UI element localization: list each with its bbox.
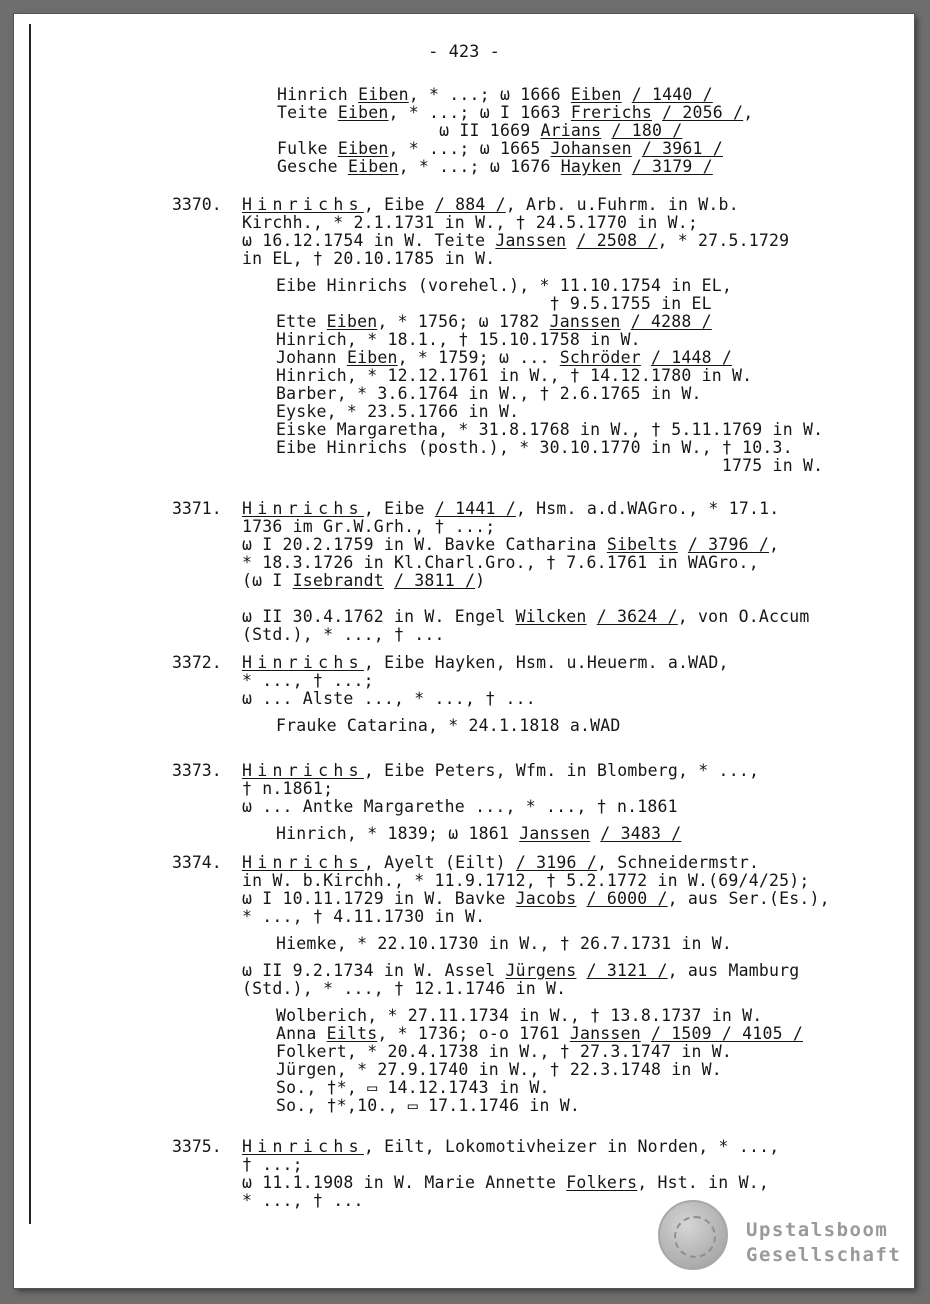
underlined-name: Eiben — [347, 157, 399, 176]
child-line: Hiemke, * 22.10.1730 in W., † 26.7.1731 in W. — [276, 934, 733, 953]
underlined-name: Arians — [540, 121, 602, 140]
entry-line: * ..., † ...; — [242, 671, 374, 690]
entry-number: 3370. — [172, 195, 222, 214]
underlined-name: / 1441 / — [434, 499, 516, 518]
entry-line: ω 16.12.1754 in W. Teite Janssen / 2508 /, * 27.5.1729 — [242, 231, 790, 250]
entry-line: ω I 10.11.1729 in W. Bavke Jacobs / 6000 /, aus Ser.(Es.), — [242, 889, 830, 908]
surname-spaced: Hinrichs — [242, 653, 364, 672]
entry-line: * ..., † ... — [242, 1191, 364, 1210]
entry-line: in W. b.Kirchh., * 11.9.1712, † 5.2.1772 in W.(69/4/25); — [242, 871, 810, 890]
entry-line: in EL, † 20.10.1785 in W. — [242, 249, 496, 268]
surname-spaced: Hinrichs — [242, 853, 364, 872]
underlined-name: / 3121 / — [586, 961, 668, 980]
upstalsboom-seal-icon — [658, 1200, 728, 1270]
child-line: Barber, * 3.6.1764 in W., † 2.6.1765 in W. — [276, 384, 702, 403]
underlined-name: / 3483 / — [600, 824, 682, 843]
entry-line: † n.1861; — [242, 779, 334, 798]
underlined-name: / 4288 / — [630, 312, 712, 331]
entry-line: Hinrichs, Eibe Hayken, Hsm. u.Heuerm. a.WAD, — [242, 653, 729, 672]
underlined-name: Sibelts — [606, 535, 678, 554]
child-line: Eyske, * 23.5.1766 in W. — [276, 402, 520, 421]
underlined-name: Wilcken — [515, 607, 587, 626]
underlined-name: / 3961 / — [641, 139, 723, 158]
entry-line: ω II 30.4.1762 in W. Engel Wilcken / 3624 /, von O.Accum — [242, 607, 810, 626]
entry-line: * ..., † 4.11.1730 in W. — [242, 907, 486, 926]
child-line: Hinrich Eiben, * ...; ω 1666 Eiben / 1440 / — [277, 85, 713, 104]
entry-line: Hinrichs, Eibe / 1441 /, Hsm. a.d.WAGro., * 17.1. — [242, 499, 780, 518]
entry-number: 3373. — [172, 761, 222, 780]
child-line: Hinrich, * 12.12.1761 in W., † 14.12.1780 in W. — [276, 366, 753, 385]
entry-number: 3372. — [172, 653, 222, 672]
underlined-name: Eiben — [337, 139, 389, 158]
watermark-line-1: Upstalsboom — [746, 1219, 889, 1241]
child-line: Ette Eiben, * 1756; ω 1782 Janssen / 4288 / — [276, 312, 712, 331]
underlined-name: / 3179 / — [631, 157, 713, 176]
underlined-name: / 3196 / — [515, 853, 597, 872]
child-line: Hinrich, * 1839; ω 1861 Janssen / 3483 / — [276, 824, 682, 843]
surname-spaced: Hinrichs — [242, 499, 364, 518]
underlined-name: Schröder — [559, 348, 641, 367]
child-line: Anna Eilts, * 1736; o-o 1761 Janssen / 1509 / 4105 / — [276, 1024, 803, 1043]
underlined-name: Eiben — [346, 348, 398, 367]
entry-line: ω ... Alste ..., * ..., † ... — [242, 689, 536, 708]
entry-line: ω 11.1.1908 in W. Marie Annette Folkers, Hst. in W., — [242, 1173, 769, 1192]
entry-line: Hinrichs, Ayelt (Eilt) / 3196 /, Schneidermstr. — [242, 853, 760, 872]
entry-line: ω I 20.2.1759 in W. Bavke Catharina Sibelts / 3796 /, — [242, 535, 780, 554]
child-line: ω II 1669 Arians / 180 / — [277, 121, 683, 140]
child-line: 1775 in W. — [276, 456, 824, 475]
underlined-name: / 6000 / — [586, 889, 668, 908]
page-number: - 423 - — [428, 42, 500, 62]
underlined-name: / 180 / — [611, 121, 683, 140]
surname-spaced: Hinrichs — [242, 761, 364, 780]
child-line: Jürgen, * 27.9.1740 in W., † 22.3.1748 in W. — [276, 1060, 722, 1079]
child-line: † 9.5.1755 in EL — [276, 294, 712, 313]
underlined-name: / 884 / — [434, 195, 506, 214]
underlined-name: Eiben — [326, 312, 378, 331]
entry-line: † ...; — [242, 1155, 303, 1174]
child-line: Frauke Catarina, * 24.1.1818 a.WAD — [276, 716, 621, 735]
entry-line: ω II 9.2.1734 in W. Assel Jürgens / 3121 /, aus Mamburg — [242, 961, 800, 980]
child-line: Folkert, * 20.4.1738 in W., † 27.3.1747 in W. — [276, 1042, 733, 1061]
underlined-name: / 2508 / — [576, 231, 658, 250]
underlined-name: / 2056 / — [662, 103, 744, 122]
entry-line: (ω I Isebrandt / 3811 /) — [242, 571, 486, 590]
child-line: Hinrich, * 18.1., † 15.10.1758 in W. — [276, 330, 641, 349]
underlined-name: Hayken — [560, 157, 622, 176]
child-line: So., †*, ▭ 14.12.1743 in W. — [276, 1078, 550, 1097]
child-line: Gesche Eiben, * ...; ω 1676 Hayken / 3179 / — [277, 157, 713, 176]
underlined-name: Janssen — [549, 312, 621, 331]
underlined-name: / 1440 / — [631, 85, 713, 104]
child-line: Fulke Eiben, * ...; ω 1665 Johansen / 3961 / — [277, 139, 723, 158]
entry-line: Kirchh., * 2.1.1731 in W., † 24.5.1770 in W.; — [242, 213, 699, 232]
child-line: Eibe Hinrichs (vorehel.), * 11.10.1754 in EL, — [276, 276, 733, 295]
underlined-name: Janssen — [519, 824, 591, 843]
underlined-name: Folkers — [566, 1173, 638, 1192]
child-line: Teite Eiben, * ...; ω I 1663 Frerichs / 2056 /, — [277, 103, 754, 122]
child-line: Eibe Hinrichs (posth.), * 30.10.1770 in W., † 10.3. — [276, 438, 793, 457]
underlined-name: Eiben — [337, 103, 389, 122]
entry-number: 3374. — [172, 853, 222, 872]
entry-line: Hinrichs, Eilt, Lokomotivheizer in Norden, * ..., — [242, 1137, 780, 1156]
surname-spaced: Hinrichs — [242, 1137, 364, 1156]
underlined-name: / 3624 / — [596, 607, 678, 626]
underlined-name: Jacobs — [515, 889, 577, 908]
underlined-name: Eiben — [570, 85, 622, 104]
child-line: Eiske Margaretha, * 31.8.1768 in W., † 5.11.1769 in W. — [276, 420, 824, 439]
entry-line: (Std.), * ..., † ... — [242, 625, 445, 644]
left-margin-rule — [29, 24, 31, 1224]
underlined-name: / 1509 / 4105 / — [650, 1024, 803, 1043]
underlined-name: Eilts — [326, 1024, 378, 1043]
child-line: Johann Eiben, * 1759; ω ... Schröder / 1448 / — [276, 348, 733, 367]
entry-line: * 18.3.1726 in Kl.Charl.Gro., † 7.6.1761 in WAGro., — [242, 553, 759, 572]
entry-line: ω ... Antke Margarethe ..., * ..., † n.1861 — [242, 797, 678, 816]
surname-spaced: Hinrichs — [242, 195, 364, 214]
underlined-name: Janssen — [569, 1024, 641, 1043]
underlined-name: Frerichs — [570, 103, 652, 122]
underlined-name: / 3811 / — [394, 571, 476, 590]
watermark-line-2: Gesellschaft — [746, 1244, 902, 1266]
entry-number: 3375. — [172, 1137, 222, 1156]
underlined-name: / 3796 / — [687, 535, 769, 554]
underlined-name: Eiben — [358, 85, 409, 104]
underlined-name: Janssen — [495, 231, 567, 250]
child-line: So., †*,10., ▭ 17.1.1746 in W. — [276, 1096, 581, 1115]
underlined-name: / 1448 / — [650, 348, 733, 367]
entry-line: 1736 im Gr.W.Grh., † ...; — [242, 517, 496, 536]
entry-number: 3371. — [172, 499, 222, 518]
entry-line: (Std.), * ..., † 12.1.1746 in W. — [242, 979, 567, 998]
child-line: Wolberich, * 27.11.1734 in W., † 13.8.1737 in W. — [276, 1006, 763, 1025]
underlined-name: Johansen — [550, 139, 632, 158]
underlined-name: Jürgens — [505, 961, 577, 980]
entry-line: Hinrichs, Eibe Peters, Wfm. in Blomberg, * ..., — [242, 761, 760, 780]
entry-line: Hinrichs, Eibe / 884 /, Arb. u.Fuhrm. in W.b. — [242, 195, 739, 214]
underlined-name: Isebrandt — [292, 571, 384, 590]
document-page — [14, 14, 914, 1288]
